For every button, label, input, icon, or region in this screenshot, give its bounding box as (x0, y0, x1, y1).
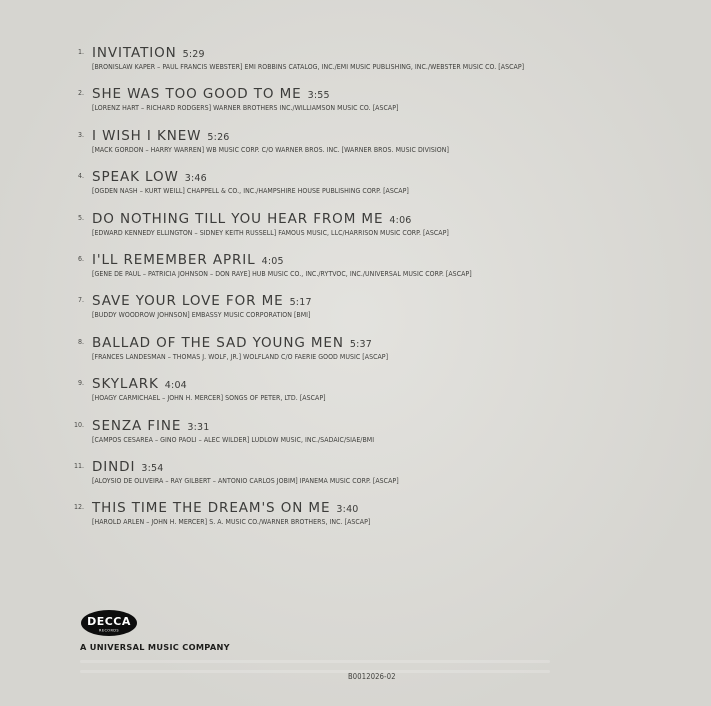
track-heading (92, 456, 164, 475)
track-heading (92, 42, 205, 61)
track-heading (92, 125, 230, 144)
track-item (62, 289, 692, 330)
track-title: THIS TIME THE DREAM'S ON ME (92, 500, 331, 517)
track-title: DINDI (92, 458, 136, 475)
track-credits: [BUDDY WOODROW JOHNSON] EMBASSY MUSIC CORPORATION [BMI] (92, 310, 311, 320)
track-heading (92, 166, 207, 185)
track-item (62, 207, 692, 248)
track-number: 2. (77, 89, 84, 98)
faint-legal-text-line (80, 660, 550, 663)
track-duration: 4:04 (164, 380, 187, 392)
track-credits: [GENE DE PAUL – PATRICIA JOHNSON – DON RAYE] HUB MUSIC CO., INC./RYTVOC, INC./UNIVERSAL MUSIC CORP. [ASCAP] (92, 268, 472, 278)
track-number: 11. (73, 461, 84, 470)
catalog-number: B0012026-02 (348, 672, 396, 681)
track-duration: 5:37 (349, 338, 372, 350)
track-credits: [EDWARD KENNEDY ELLINGTON – SIDNEY KEITH RUSSELL] FAMOUS MUSIC, LLC/HARRISON MUSIC CORP. [ASCAP] (92, 227, 449, 237)
track-duration: 3:40 (336, 504, 359, 516)
track-heading (92, 497, 359, 516)
track-heading (92, 83, 330, 102)
track-item (62, 331, 692, 372)
track-credits: [LORENZ HART – RICHARD RODGERS] WARNER BROTHERS INC./WILLIAMSON MUSIC CO. [ASCAP] (92, 103, 399, 113)
track-title: SPEAK LOW (92, 169, 179, 186)
track-title: DO NOTHING TILL YOU HEAR FROM ME (92, 210, 384, 227)
track-title: INVITATION (92, 45, 177, 61)
track-item (62, 455, 692, 496)
track-item (62, 165, 692, 206)
track-title: I WISH I KNEW (92, 127, 202, 144)
track-duration: 5:26 (207, 131, 230, 143)
track-credits: [FRANCES LANDESMAN – THOMAS J. WOLF, JR.] WOLFLAND C/O FAERIE GOOD MUSIC [ASCAP] (92, 351, 389, 361)
track-credits: [CAMPOS CESAREA – GINO PAOLI – ALEC WILDER] LUDLOW MUSIC, INC./SADAIC/SIAE/BMI (92, 434, 375, 444)
track-heading (92, 249, 284, 268)
track-credits: [HOAGY CARMICHAEL – JOHN H. MERCER] SONGS OF PETER, LTD. [ASCAP] (92, 393, 326, 403)
decca-logo-text: DECCA (87, 615, 131, 628)
track-heading (92, 373, 187, 392)
track-duration: 3:54 (141, 462, 164, 474)
track-item (62, 248, 692, 289)
decca-logo-graphic (81, 610, 137, 636)
track-title: SENZA FINE (92, 417, 182, 434)
track-number: 6. (77, 254, 84, 263)
track-number: 10. (73, 420, 84, 429)
decca-logo-subtext: RECORDS (99, 628, 119, 633)
track-heading (92, 415, 210, 434)
track-credits: [OGDEN NASH – KURT WEILL] CHAPPELL & CO., INC./HAMPSHIRE HOUSE PUBLISHING CORP. [ASCAP] (92, 186, 409, 196)
tracklist (62, 41, 692, 538)
track-heading (92, 290, 312, 309)
track-title: SHE WAS TOO GOOD TO ME (92, 86, 302, 103)
track-item (62, 372, 692, 413)
company-line: A UNIVERSAL MUSIC COMPANY (80, 642, 230, 652)
track-credits: [BRONISLAW KAPER – PAUL FRANCIS WEBSTER] EMI ROBBINS CATALOG, INC./EMI MUSIC PUBLISHING, INC./WEBSTER MUSIC CO. [ASCAP] (92, 62, 525, 71)
track-title: SKYLARK (92, 376, 159, 393)
track-number: 8. (77, 337, 84, 346)
decca-logo (81, 610, 137, 636)
track-heading (92, 332, 372, 351)
track-credits: [HAROLD ARLEN – JOHN H. MERCER] S. A. MUSIC CO./WARNER BROTHERS, INC. [ASCAP] (92, 517, 371, 527)
track-number: 7. (77, 296, 84, 305)
track-duration: 3:46 (184, 173, 207, 185)
track-duration: 5:17 (289, 297, 312, 309)
track-number: 12. (73, 503, 84, 512)
track-title: SAVE YOUR LOVE FOR ME (92, 293, 284, 310)
track-number: 4. (77, 172, 84, 181)
track-duration: 5:29 (182, 49, 205, 60)
track-duration: 3:55 (307, 90, 330, 102)
track-number: 5. (77, 213, 84, 222)
track-duration: 4:06 (389, 214, 412, 226)
track-number: 1. (77, 48, 84, 56)
track-item (62, 496, 692, 537)
track-item (62, 41, 692, 82)
track-credits: [MACK GORDON – HARRY WARREN] WB MUSIC CORP. C/O WARNER BROS. INC. [WARNER BROS. MUSIC DIVISION] (92, 144, 449, 154)
track-duration: 3:31 (187, 421, 210, 433)
track-item (62, 82, 692, 123)
track-heading (92, 208, 412, 227)
track-title: BALLAD OF THE SAD YOUNG MEN (92, 334, 344, 351)
track-number: 3. (77, 130, 84, 139)
track-item (62, 414, 692, 455)
track-number: 9. (77, 379, 84, 388)
track-item (62, 124, 692, 165)
track-duration: 4:05 (261, 255, 284, 267)
faint-legal-text-line (80, 670, 550, 673)
track-title: I'LL REMEMBER APRIL (92, 251, 256, 268)
track-credits: [ALOYSIO DE OLIVEIRA – RAY GILBERT – ANTONIO CARLOS JOBIM] IPANEMA MUSIC CORP. [ASCAP] (92, 475, 399, 485)
